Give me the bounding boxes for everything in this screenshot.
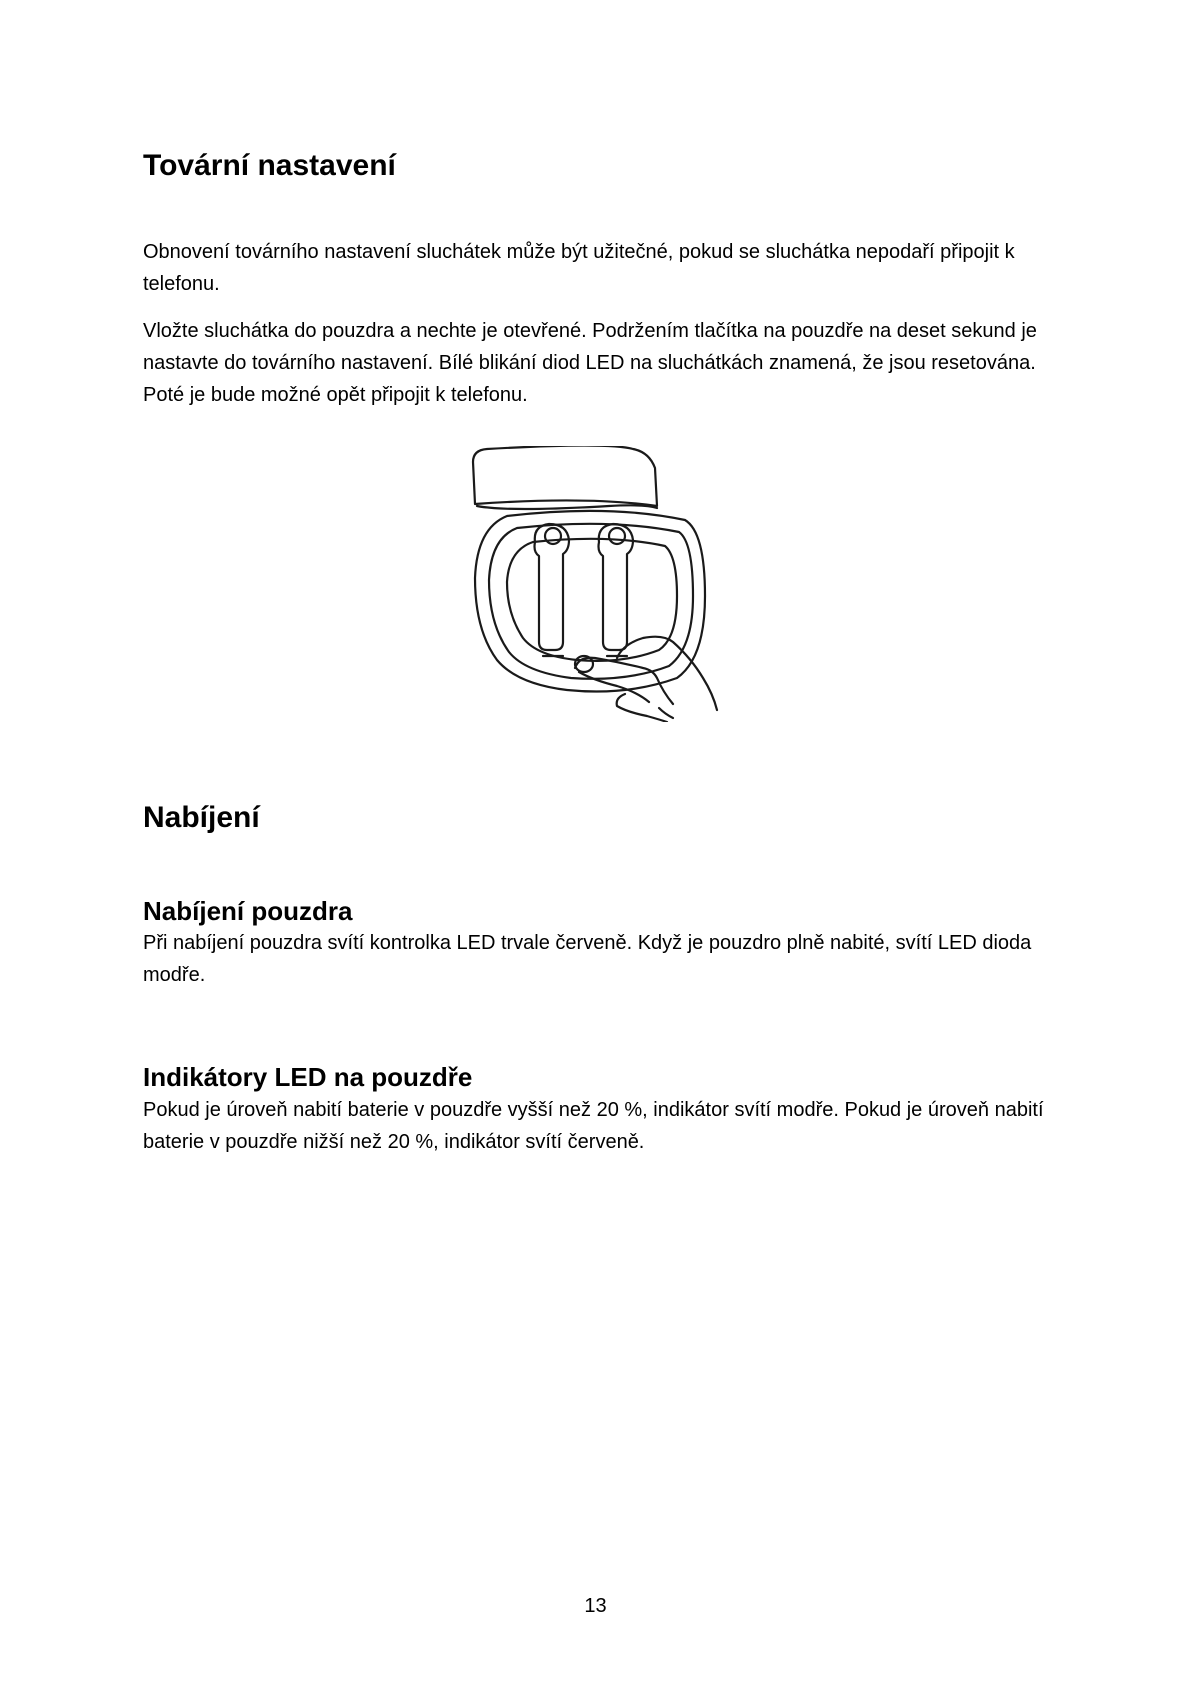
paragraph-reset-instructions: Vložte sluchátka do pouzdra a nechte je otevřené. Podržením tlačítka na pouzdře na deset sekund je nastavte do továrního nastavení. Bílé blikání diod LED na sluchátkách znamená, že jsou resetována. Poté je bude možné opět připojit k telefonu. (143, 320, 1037, 406)
earbuds-case-reset-illustration (467, 446, 751, 722)
paragraph-case-charging: Při nabíjení pouzdra svítí kontrolka LED trvale červeně. Když je pouzdro plně nabité, svítí LED dioda modře. (143, 932, 1032, 986)
case-lid (473, 446, 657, 506)
heading-charging: Nabíjení (143, 801, 260, 834)
pressing-hand (575, 658, 673, 704)
heading-factory-reset: Tovární nastavení (143, 149, 396, 182)
page-number: 13 (584, 1595, 607, 1617)
heading-led-indicators: Indikátory LED na pouzdře (143, 1062, 473, 1092)
heading-case-charging: Nabíjení pouzdra (143, 896, 353, 926)
paragraph-led-indicators: Pokud je úroveň nabití baterie v pouzdře vyšší než 20 %, indikátor svítí modře. Pokud je úroveň nabití baterie v pouzdře nižší než 20 %, indikátor svítí červeně. (143, 1099, 1044, 1153)
paragraph-reset-intro: Obnovení továrního nastavení sluchátek může být užitečné, pokud se sluchátka nepodaří připojit k telefonu. (143, 241, 1015, 295)
